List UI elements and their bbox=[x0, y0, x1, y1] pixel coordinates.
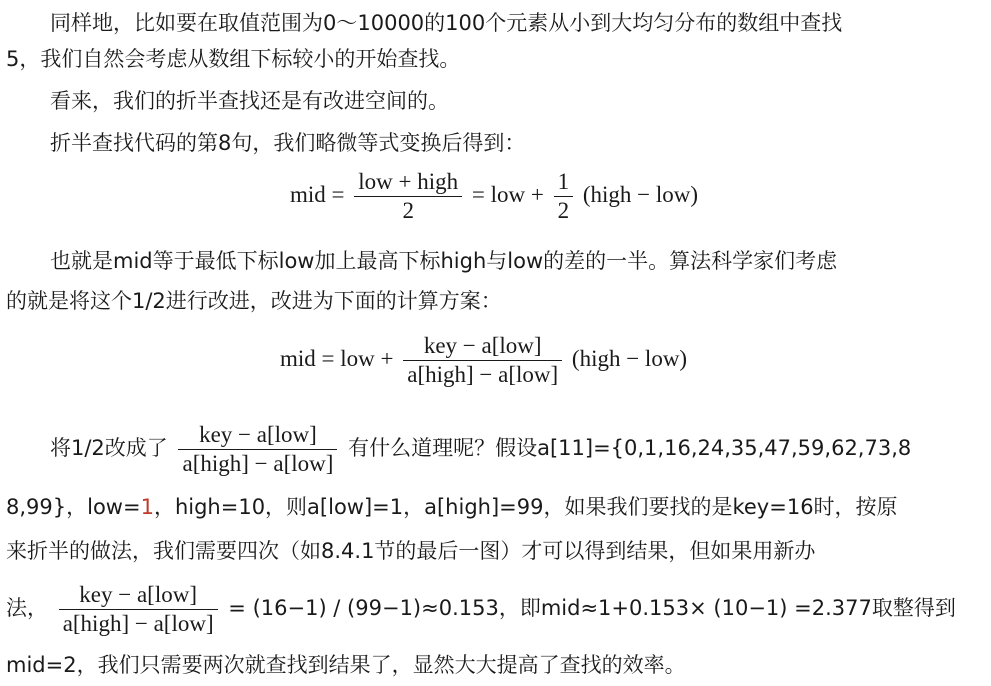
paragraph-1-line-2: 5，我们自然会考虑从数组下标较小的开始查找。 bbox=[6, 47, 461, 71]
paragraph-5-line-1 bbox=[50, 420, 911, 478]
paragraph-4-line-1: 也就是mid等于最低下标low加上最高下标high与low的差的一半。算法科学家们考虑 bbox=[50, 249, 838, 273]
eq1-denominator: 2 bbox=[354, 196, 462, 225]
p5-numerator: key − a[low] bbox=[199, 421, 317, 447]
paragraph-5-line-5: mid=2，我们只需要两次就查找到结果了，显然大大提高了查找的效率。 bbox=[6, 653, 686, 677]
p5-line2-red: 1 bbox=[140, 495, 154, 519]
eq2-rhs: (high − low) bbox=[571, 345, 688, 371]
paragraph-5-line-3: 来折半的做法，我们需要四次（如8.4.1节的最后一图）才可以得到结果，但如果用新办 bbox=[6, 539, 816, 563]
paragraph-1-line-1: 同样地，比如要在取值范围为0～10000的100个元素从小到大均匀分布的数组中查找 bbox=[50, 11, 843, 35]
eq1-half-denominator: 2 bbox=[554, 196, 574, 225]
p5-line2-a: 8,99}，low= bbox=[6, 495, 141, 519]
p5-line4-pre: 法， bbox=[6, 596, 48, 620]
eq1-rhs: (high − low) bbox=[582, 181, 699, 207]
eq1-half bbox=[554, 168, 574, 225]
p5-denominator: a[high] − a[low] bbox=[178, 449, 337, 478]
eq2-denominator: a[high] − a[low] bbox=[403, 360, 562, 389]
eq2-lhs: mid = low + bbox=[280, 345, 394, 371]
paragraph-4-line-2: 的就是将这个1/2进行改进，改进为下面的计算方案： bbox=[6, 289, 502, 313]
eq2-numerator: key − a[low] bbox=[423, 333, 542, 358]
p5-pre: 将1/2改成了 bbox=[50, 436, 168, 460]
p5-line4-fraction bbox=[59, 581, 218, 638]
paragraph-5-line-4 bbox=[6, 580, 956, 638]
paragraph-3: 折半查找代码的第8句，我们略微等式变换后得到： bbox=[50, 131, 526, 155]
eq2-fraction bbox=[403, 332, 562, 389]
equation-2 bbox=[280, 332, 687, 389]
eq1-half-numerator: 1 bbox=[557, 169, 570, 194]
eq1-middle: = low + bbox=[471, 181, 544, 207]
p5-line4-numerator: key − a[low] bbox=[79, 581, 197, 607]
p5-line4-denominator: a[high] − a[low] bbox=[59, 609, 218, 638]
p5-fraction bbox=[178, 421, 337, 478]
equation-1 bbox=[290, 168, 698, 225]
p5-line4-post: = (16−1) / (99−1)≈0.153，即mid≈1+0.153× (10−1) =2.377取整得到 bbox=[228, 596, 956, 620]
eq1-fraction bbox=[354, 168, 462, 225]
paragraph-2: 看来，我们的折半查找还是有改进空间的。 bbox=[50, 89, 449, 113]
p5-post: 有什么道理呢？假设a[11]={0,1,16,24,35,47,59,62,73,8 bbox=[348, 436, 912, 460]
eq1-lhs: mid = bbox=[290, 181, 345, 207]
p5-line2-b: ，high=10，则a[low]=1，a[high]=99，如果我们要找的是key=16时，按原 bbox=[153, 495, 898, 519]
eq1-numerator: low + high bbox=[358, 169, 459, 194]
paragraph-5-line-2 bbox=[6, 492, 898, 522]
